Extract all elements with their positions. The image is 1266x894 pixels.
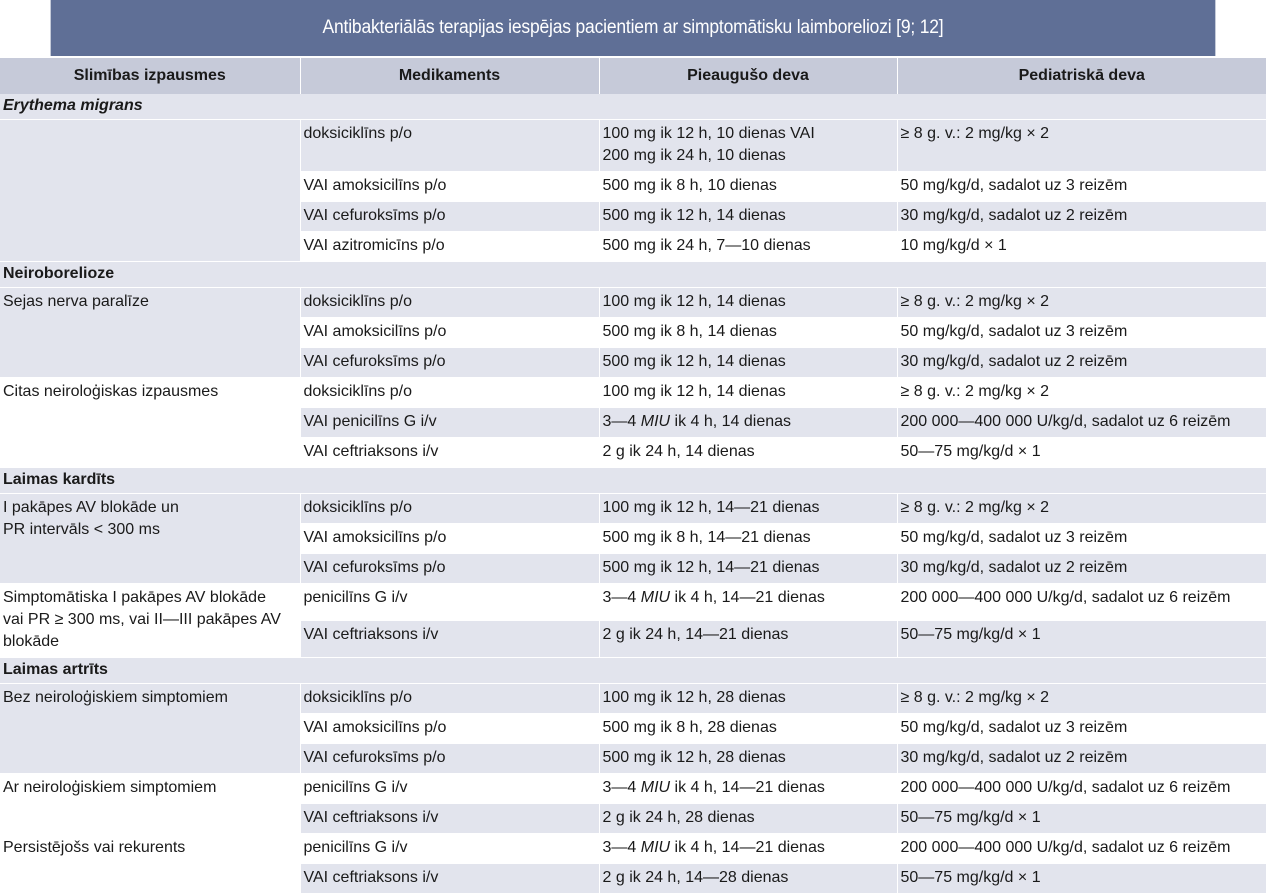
adult-dose-cell: 500 mg ik 12 h, 14 dienas [599,348,897,378]
section-heading: Erythema migrans [0,94,1266,120]
therapy-table [0,58,1266,894]
pediatric-dose-cell: 200 000—400 000 U/kg/d, sadalot uz 6 reizēm [897,408,1266,438]
drug-cell: doksiciklīns p/o [300,288,599,318]
drug-cell: VAI cefuroksīms p/o [300,202,599,232]
drug-cell: VAI amoksicilīns p/o [300,714,599,744]
drug-cell: VAI ceftriaksons i/v [300,864,599,894]
header-pediatric-dose: Pediatriskā deva [897,58,1266,94]
condition-cell: Ar neiroloģiskiem simptomiem [0,774,300,834]
table-row [0,684,1266,714]
adult-dose-post: ik 4 h, 14—21 dienas [670,839,825,856]
section-heading-row [0,94,1266,120]
table-title: Antibakteriālās terapijas iespējas pacientiem ar simptomātisku laimboreliozi [9; 12] [51,0,1216,56]
table-row [0,120,1266,172]
condition-cell: Persistējošs vai rekurents [0,834,300,894]
condition-cell [0,120,300,262]
table-row [0,288,1266,318]
header-row [0,58,1266,94]
condition-cell: Bez neiroloģiskiem simptomiem [0,684,300,774]
pediatric-dose-cell: 50 mg/kg/d, sadalot uz 3 reizēm [897,714,1266,744]
adult-dose-unit: MIU [640,413,671,430]
adult-dose-cell: 500 mg ik 8 h, 14—21 dienas [599,524,897,554]
drug-cell: VAI cefuroksīms p/o [300,744,599,774]
drug-cell: doksiciklīns p/o [300,378,599,408]
drug-cell: VAI azitromicīns p/o [300,232,599,262]
adult-dose-unit: MIU [640,589,671,606]
pediatric-dose-cell: 50—75 mg/kg/d × 1 [897,864,1266,894]
adult-dose-cell: 2 g ik 24 h, 14—28 dienas [599,864,897,894]
adult-dose-unit: MIU [640,839,671,856]
drug-cell: penicilīns G i/v [300,774,599,804]
section-heading: Laimas artrīts [0,658,1266,684]
adult-dose-cell: 500 mg ik 12 h, 28 dienas [599,744,897,774]
pediatric-dose-cell: ≥ 8 g. v.: 2 mg/kg × 2 [897,120,1266,172]
adult-dose-cell: 500 mg ik 24 h, 7—10 dienas [599,232,897,262]
drug-cell: VAI cefuroksīms p/o [300,554,599,584]
table-row [0,378,1266,408]
pediatric-dose-cell: 30 mg/kg/d, sadalot uz 2 reizēm [897,202,1266,232]
pediatric-dose-cell: 50 mg/kg/d, sadalot uz 3 reizēm [897,524,1266,554]
drug-cell: VAI amoksicilīns p/o [300,524,599,554]
condition-cell: Simptomātiska I pakāpes AV blokāde vai PR ≥ 300 ms, vai II—III pakāpes AV blokāde [0,584,300,658]
section-heading-row [0,658,1266,684]
adult-dose-cell: 500 mg ik 12 h, 14—21 dienas [599,554,897,584]
pediatric-dose-cell: 200 000—400 000 U/kg/d, sadalot uz 6 reizēm [897,834,1266,864]
drug-cell: penicilīns G i/v [300,834,599,864]
header-drug: Medikaments [300,58,599,94]
adult-dose-cell [599,408,897,438]
adult-dose-pre: 3—4 [602,413,641,430]
section-heading: Laimas kardīts [0,468,1266,494]
adult-dose-cell: 100 mg ik 12 h, 10 dienas VAI 200 mg ik 24 h, 10 dienas [599,120,897,172]
table-row [0,834,1266,864]
adult-dose-cell: 500 mg ik 12 h, 14 dienas [599,202,897,232]
pediatric-dose-cell: ≥ 8 g. v.: 2 mg/kg × 2 [897,494,1266,524]
adult-dose-cell: 500 mg ik 8 h, 28 dienas [599,714,897,744]
drug-cell: VAI ceftriaksons i/v [300,438,599,468]
drug-cell: penicilīns G i/v [300,584,599,621]
section-heading-row [0,262,1266,288]
adult-dose-cell [599,774,897,804]
drug-cell: VAI amoksicilīns p/o [300,318,599,348]
adult-dose-cell: 100 mg ik 12 h, 14 dienas [599,378,897,408]
pediatric-dose-cell: 200 000—400 000 U/kg/d, sadalot uz 6 reizēm [897,584,1266,621]
adult-dose-post: ik 4 h, 14—21 dienas [670,779,825,796]
pediatric-dose-cell: ≥ 8 g. v.: 2 mg/kg × 2 [897,684,1266,714]
pediatric-dose-cell: 50—75 mg/kg/d × 1 [897,804,1266,834]
adult-dose-cell: 2 g ik 24 h, 14 dienas [599,438,897,468]
condition-cell: Citas neiroloģiskas izpausmes [0,378,300,468]
adult-dose-cell: 500 mg ik 8 h, 10 dienas [599,172,897,202]
adult-dose-cell: 2 g ik 24 h, 14—21 dienas [599,621,897,658]
drug-cell: VAI cefuroksīms p/o [300,348,599,378]
pediatric-dose-cell: 50 mg/kg/d, sadalot uz 3 reizēm [897,172,1266,202]
section-heading: Neiroborelioze [0,262,1266,288]
adult-dose-post: ik 4 h, 14—21 dienas [670,589,825,606]
adult-dose-post: ik 4 h, 14 dienas [670,413,792,430]
adult-dose-cell: 100 mg ik 12 h, 28 dienas [599,684,897,714]
header-adult-dose: Pieaugušo deva [599,58,897,94]
pediatric-dose-cell: 30 mg/kg/d, sadalot uz 2 reizēm [897,554,1266,584]
pediatric-dose-cell: 50—75 mg/kg/d × 1 [897,621,1266,658]
pediatric-dose-cell: ≥ 8 g. v.: 2 mg/kg × 2 [897,378,1266,408]
adult-dose-pre: 3—4 [602,779,641,796]
pediatric-dose-cell: 30 mg/kg/d, sadalot uz 2 reizēm [897,348,1266,378]
drug-cell: VAI ceftriaksons i/v [300,804,599,834]
pediatric-dose-cell: 50 mg/kg/d, sadalot uz 3 reizēm [897,318,1266,348]
adult-dose-cell [599,584,897,621]
drug-cell: doksiciklīns p/o [300,120,599,172]
pediatric-dose-cell: ≥ 8 g. v.: 2 mg/kg × 2 [897,288,1266,318]
drug-cell: VAI amoksicilīns p/o [300,172,599,202]
table-row [0,494,1266,524]
pediatric-dose-cell: 50—75 mg/kg/d × 1 [897,438,1266,468]
drug-cell: VAI penicilīns G i/v [300,408,599,438]
pediatric-dose-cell: 200 000—400 000 U/kg/d, sadalot uz 6 reizēm [897,774,1266,804]
drug-cell: doksiciklīns p/o [300,684,599,714]
adult-dose-cell [599,834,897,864]
section-heading-row [0,468,1266,494]
adult-dose-cell: 2 g ik 24 h, 28 dienas [599,804,897,834]
table-row [0,584,1266,621]
adult-dose-unit: MIU [640,779,671,796]
adult-dose-pre: 3—4 [602,589,641,606]
condition-cell: Sejas nerva paralīze [0,288,300,378]
header-condition: Slimības izpausmes [0,58,300,94]
pediatric-dose-cell: 30 mg/kg/d, sadalot uz 2 reizēm [897,744,1266,774]
adult-dose-cell: 100 mg ik 12 h, 14—21 dienas [599,494,897,524]
pediatric-dose-cell: 10 mg/kg/d × 1 [897,232,1266,262]
adult-dose-cell: 100 mg ik 12 h, 14 dienas [599,288,897,318]
adult-dose-cell: 500 mg ik 8 h, 14 dienas [599,318,897,348]
table-row [0,774,1266,804]
drug-cell: VAI ceftriaksons i/v [300,621,599,658]
condition-cell: I pakāpes AV blokāde un PR intervāls < 300 ms [0,494,300,584]
drug-cell: doksiciklīns p/o [300,494,599,524]
adult-dose-pre: 3—4 [602,839,641,856]
